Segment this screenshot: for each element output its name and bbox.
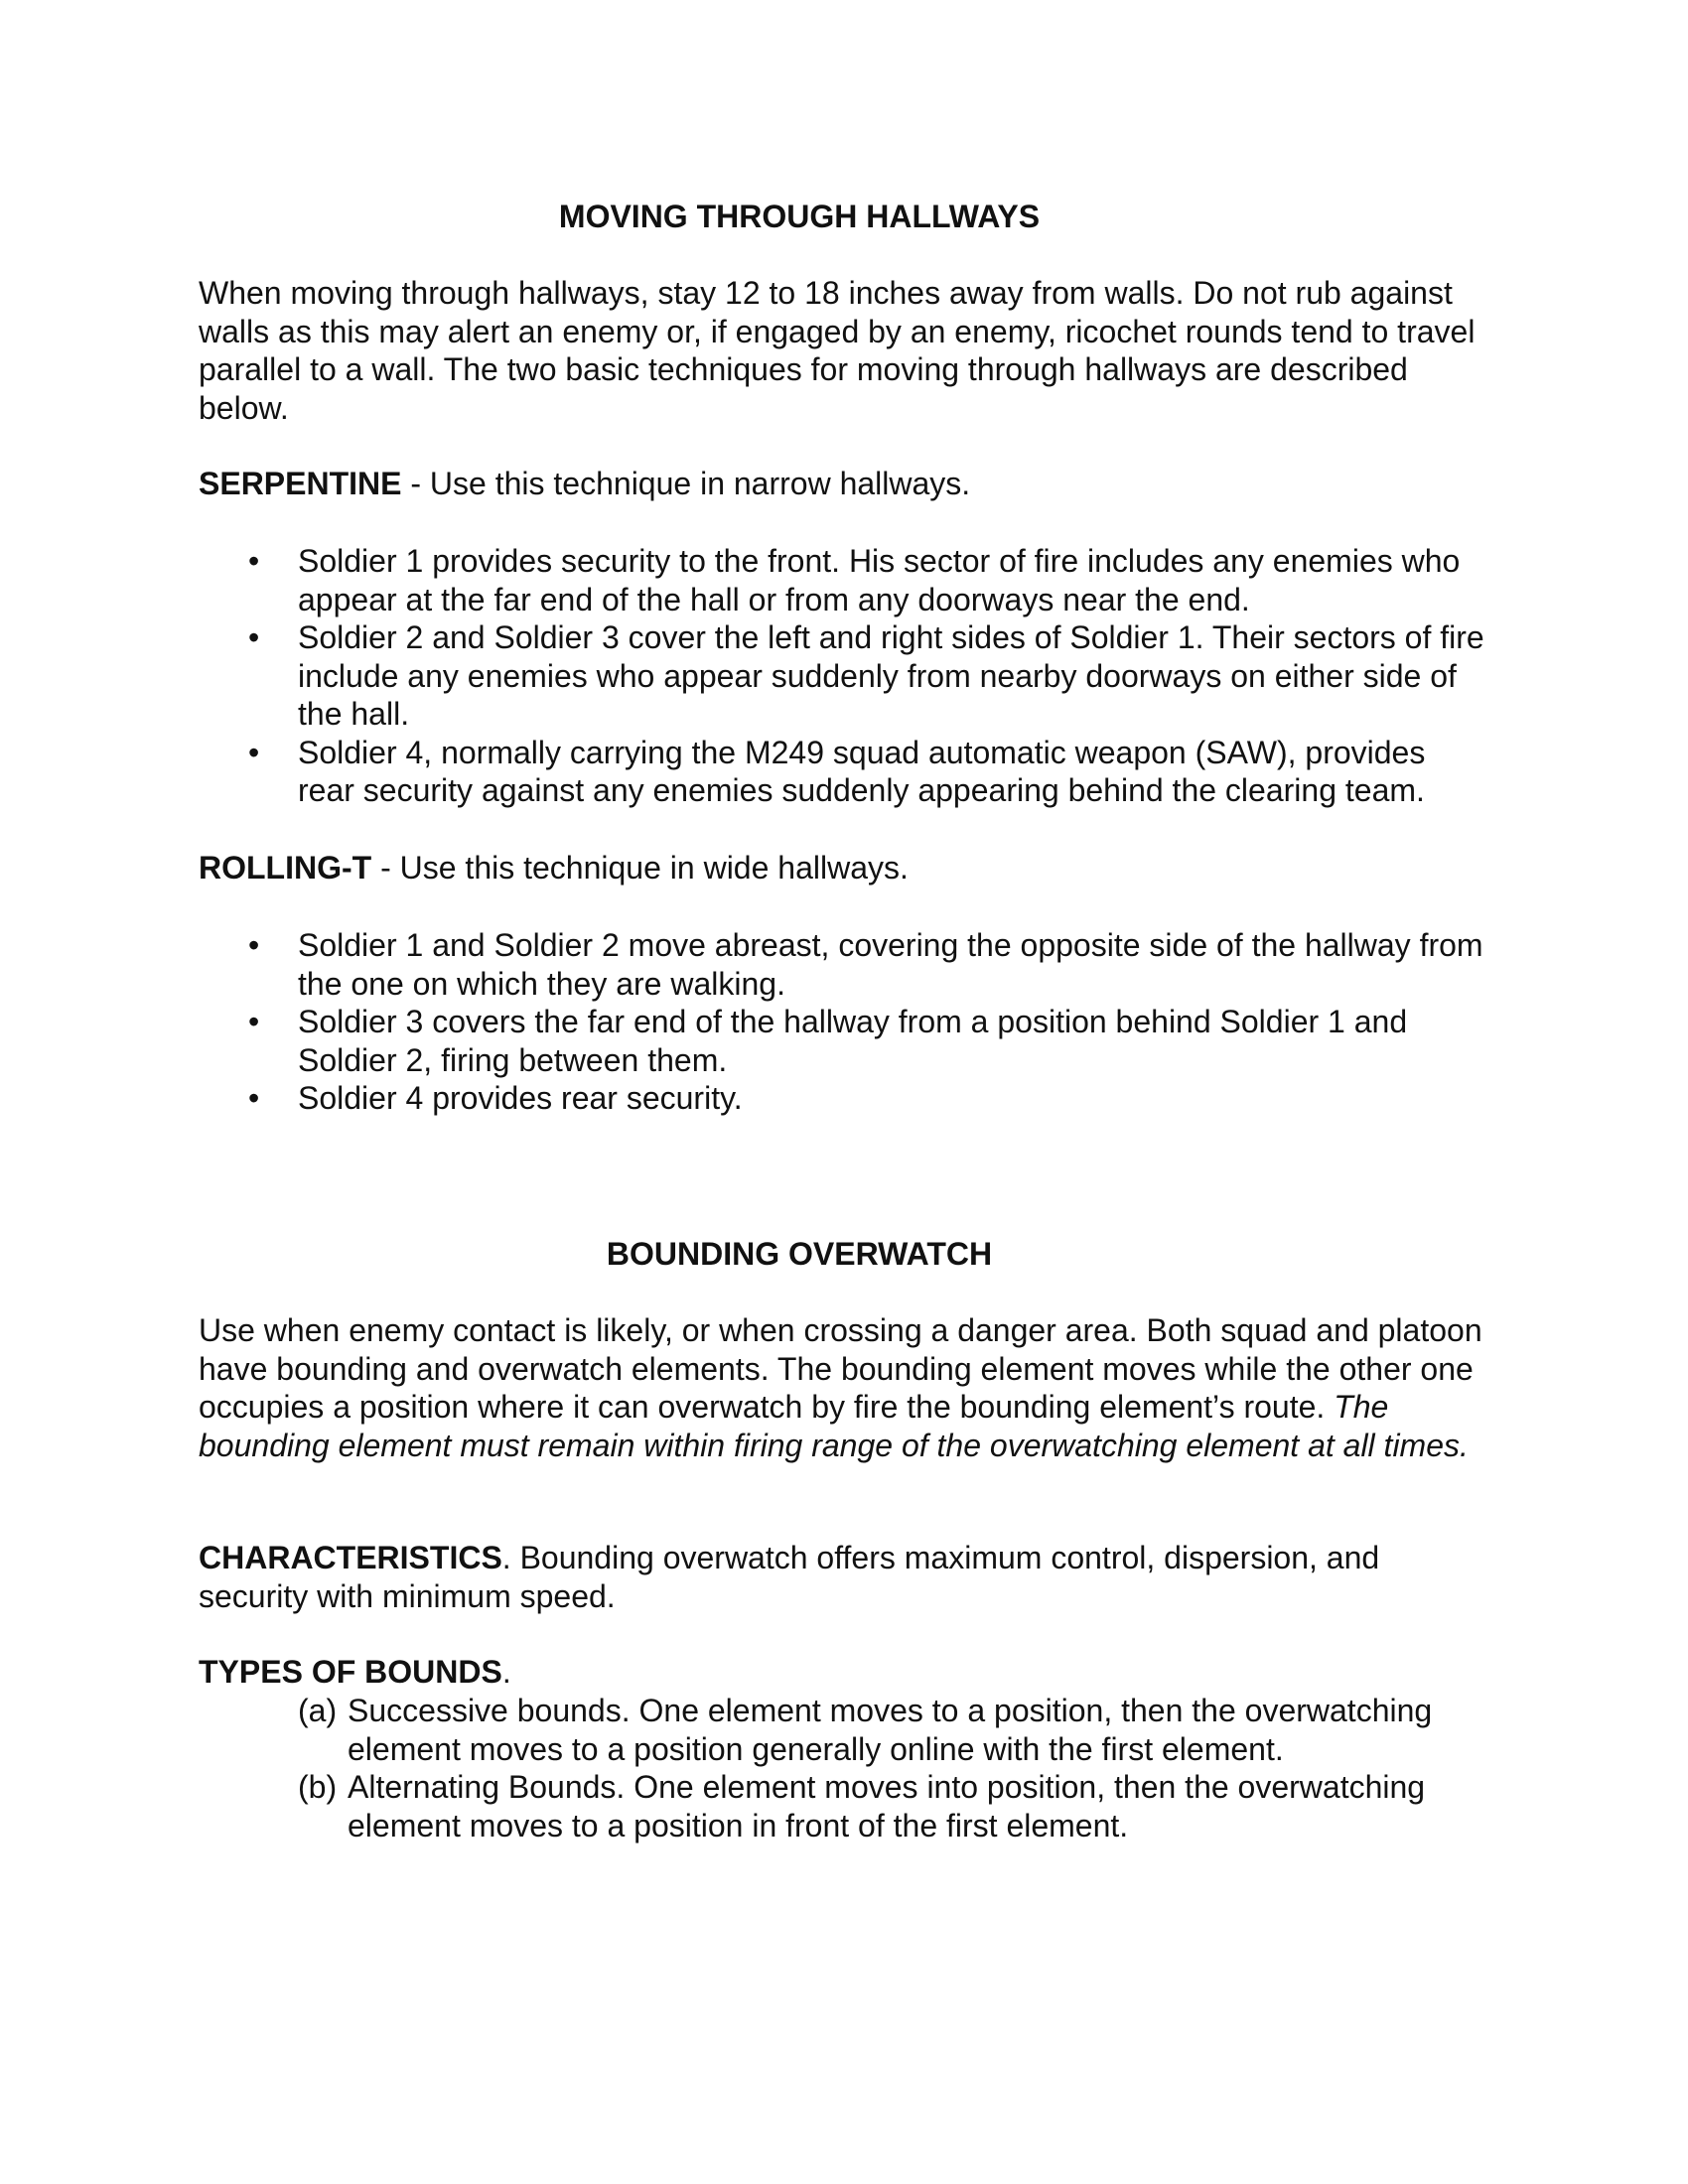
- bullet-icon: •: [248, 1004, 260, 1039]
- rolling-t-term: ROLLING-T: [199, 850, 372, 886]
- overwatch-intro-text: Use when enemy contact is likely, or when crossing a danger area. Both squad and platoon have bounding and overwatch elements. The bounding element moves while the other one occupies a position where it can overwatch by fire the bounding element’s route.: [199, 1312, 1482, 1425]
- overwatch-intro-emphasis: The bounding element must remain within firing range of the overwatching element at all times.: [199, 1389, 1469, 1463]
- types-of-bounds-suffix: .: [501, 1654, 511, 1690]
- serpentine-heading: [199, 465, 1489, 503]
- characteristics-paragraph: [199, 1539, 1489, 1615]
- section-title-hallways: MOVING THROUGH HALLWAYS: [558, 199, 1041, 234]
- list-item: [199, 1003, 1489, 1079]
- serpentine-term: SERPENTINE: [199, 466, 402, 501]
- bullet-icon: •: [248, 1080, 260, 1116]
- characteristics-description: . Bounding overwatch offers maximum control, dispersion, and security with minimum speed.: [199, 1540, 1380, 1614]
- types-of-bounds-heading: [199, 1653, 1489, 1692]
- serpentine-description: - Use this technique in narrow hallways.: [401, 466, 971, 501]
- list-item: [199, 618, 1489, 734]
- list-item: [199, 542, 1489, 618]
- list-item-text: Soldier 4 provides rear security.: [298, 1080, 743, 1116]
- rolling-t-heading: [199, 849, 1489, 887]
- bullet-icon: •: [248, 927, 260, 963]
- list-marker: (b): [298, 1769, 338, 1805]
- list-marker: (a): [298, 1693, 338, 1728]
- list-item-text: Alternating Bounds. One element moves into position, then the overwatching element moves to a position in front of the first element.: [348, 1769, 1426, 1843]
- bullet-icon: •: [248, 734, 260, 770]
- bullet-icon: •: [248, 619, 260, 655]
- list-item-text: Soldier 2 and Soldier 3 cover the left and right sides of Soldier 1. Their sectors of fire include any enemies who appear suddenly from nearby doorways on either side of the hall.: [298, 619, 1484, 732]
- list-item-text: Successive bounds. One element moves to a position, then the overwatching element moves to a position generally online with the first element.: [348, 1693, 1433, 1767]
- section-title-overwatch: BOUNDING OVERWATCH: [606, 1236, 993, 1272]
- list-item-text: Soldier 4, normally carrying the M249 squad automatic weapon (SAW), provides rear security against any enemies suddenly appearing behind the clearing team.: [298, 734, 1426, 808]
- hallways-intro-paragraph: When moving through hallways, stay 12 to 18 inches away from walls. Do not rub against walls as this may alert an enemy or, if engaged by an enemy, ricochet rounds tend to travel parallel to a wall. The two basic techniques for moving through hallways are described below.: [199, 275, 1476, 426]
- bullet-icon: •: [248, 543, 260, 579]
- list-item: [199, 1768, 1489, 1844]
- characteristics-term: CHARACTERISTICS: [199, 1540, 502, 1575]
- list-item-text: Soldier 1 provides security to the front. His sector of fire includes any enemies who appear at the far end of the hall or from any doorways near the end.: [298, 543, 1461, 617]
- list-item: [199, 926, 1489, 1003]
- list-item: [199, 734, 1489, 810]
- rolling-t-list: [199, 926, 1489, 1118]
- overwatch-intro-paragraph: [199, 1311, 1489, 1464]
- rolling-t-description: - Use this technique in wide hallways.: [371, 850, 909, 886]
- list-item-text: Soldier 1 and Soldier 2 move abreast, covering the opposite side of the hallway from the one on which they are walking.: [298, 927, 1483, 1002]
- types-of-bounds-list: [199, 1692, 1489, 1844]
- types-of-bounds-term: TYPES OF BOUNDS: [199, 1654, 502, 1690]
- list-item-text: Soldier 3 covers the far end of the hallway from a position behind Soldier 1 and Soldier 2, firing between them.: [298, 1004, 1408, 1078]
- serpentine-list: [199, 542, 1489, 810]
- list-item: [199, 1079, 1489, 1118]
- list-item: [199, 1692, 1489, 1768]
